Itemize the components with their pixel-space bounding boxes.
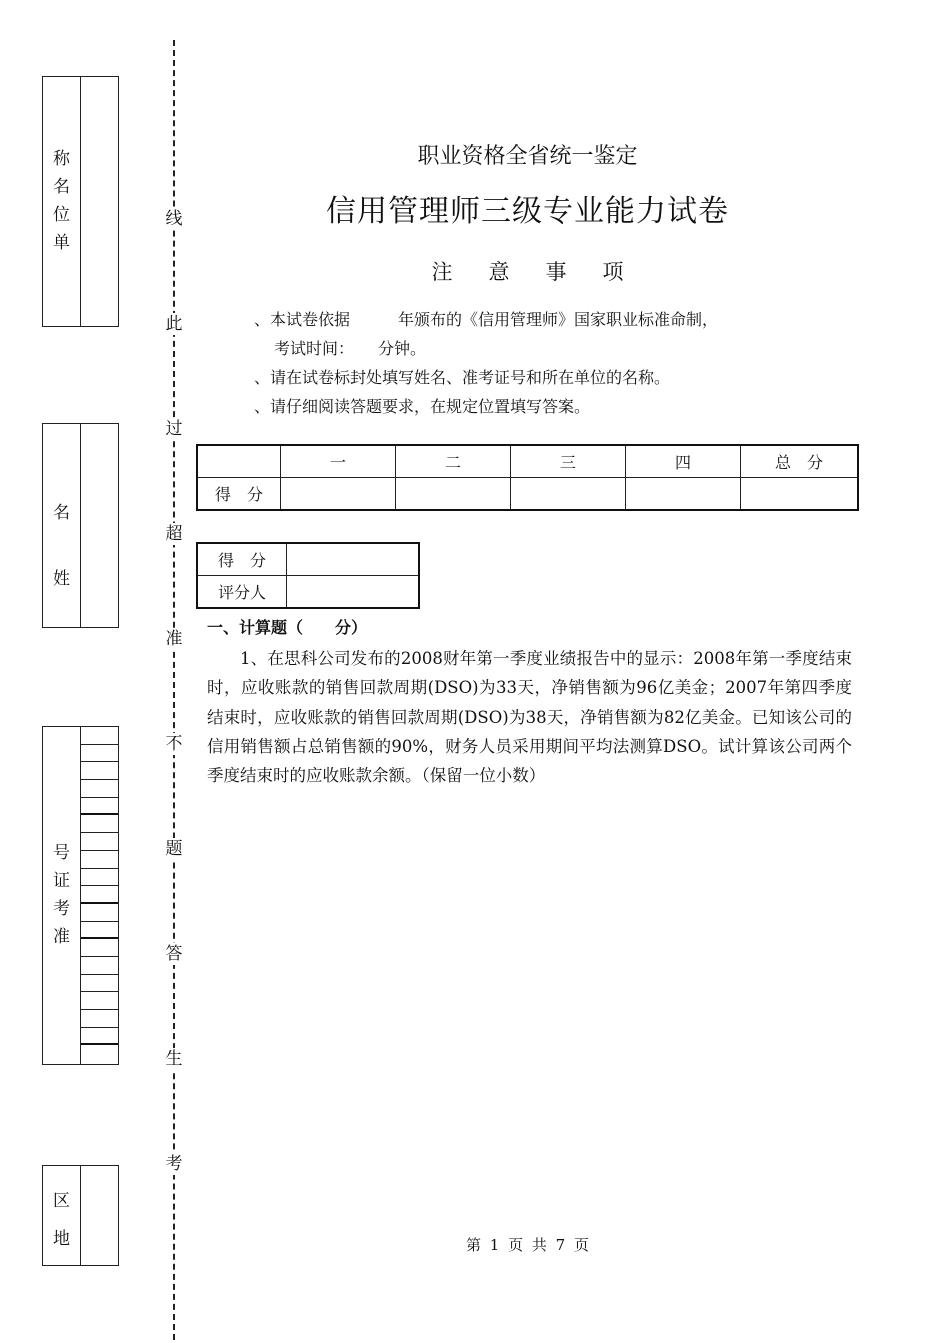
binding-char: 答 (163, 943, 185, 965)
unit-label-char: 位 (53, 205, 70, 225)
score-table-header-cell: 二 (396, 445, 511, 478)
section-title: 一、计算题（ 分） (207, 618, 368, 637)
ticket-label-char: 考 (53, 899, 70, 919)
ticket-box (42, 726, 119, 1065)
binding-dashed-line (173, 40, 175, 1340)
score-table-header-row (197, 445, 858, 478)
ticket-label-char: 证 (53, 871, 70, 891)
score-table-header-cell: 总 分 (741, 445, 859, 478)
binding-char: 考 (163, 1153, 185, 1175)
region-label-char: 区 (53, 1191, 70, 1211)
binding-char: 过 (163, 418, 185, 440)
exam-paper-title: 信用管理师三级专业能力试卷 (326, 194, 729, 229)
binding-char: 此 (163, 313, 185, 335)
unit-label-char: 称 (53, 149, 70, 169)
notice-item-2: 、请在试卷标封处填写姓名、准考证号和所在单位的名称。 (254, 368, 671, 387)
grader-name-label: 评分人 (197, 576, 287, 609)
score-table-header-cell (197, 445, 281, 478)
binding-char: 准 (163, 628, 185, 650)
exam-authority-title: 职业资格全省统一鉴定 (417, 144, 638, 169)
unit-label-char: 单 (53, 233, 70, 253)
unit-label-char: 名 (53, 177, 70, 197)
name-label (43, 480, 80, 612)
name-label-char: 名 (53, 503, 70, 523)
grader-score-cell[interactable] (287, 543, 420, 576)
score-table-header-cell: 一 (281, 445, 396, 478)
notice-title (0, 256, 950, 286)
notice-list (254, 305, 718, 421)
score-cell[interactable] (626, 478, 741, 511)
binding-char: 不 (163, 733, 185, 755)
grader-name-row (197, 576, 419, 609)
ticket-label-char: 准 (53, 927, 70, 947)
name-box (42, 423, 119, 628)
score-table-header-cell: 三 (511, 445, 626, 478)
notice-title-char: 项 (602, 260, 624, 284)
notice-title-char: 事 (545, 260, 567, 284)
score-cell[interactable] (396, 478, 511, 511)
ticket-label-char: 号 (53, 843, 70, 863)
score-cell[interactable] (511, 478, 626, 511)
grader-score-row (197, 543, 419, 576)
grader-name-cell[interactable] (287, 576, 420, 609)
notice-title-char: 注 (431, 260, 453, 284)
ticket-label (43, 839, 80, 951)
notice-title-char: 意 (488, 260, 510, 284)
notice-item-3: 、请仔细阅读答题要求，在规定位置填写答案。 (254, 397, 591, 416)
question-1-text: 1、在思科公司发布的2008财年第一季度业绩报告中的显示：2008年第一季度结束时，应收账款的销售回款周期(DSO)为33天，净销售额为96亿美金；2007年第四季度结束时，应收账款的销售回款周期(DSO)为38天，净销售额为82亿美金。已知该公司的信用销售额占总销售额的90%，财务人员采用期间平均法测算DSO。试计算该公司两个季度结束时的应收账款余额。（保留一位小数） (207, 649, 852, 786)
ticket-number-cells[interactable] (81, 727, 118, 1064)
notice-item-1: 、本试卷依据 年颁布的《信用管理师》国家职业标准命制， (254, 310, 719, 329)
name-box-divider (80, 424, 81, 627)
binding-char: 题 (163, 838, 185, 860)
score-table-row (197, 478, 858, 511)
grader-score-label: 得 分 (197, 543, 287, 576)
binding-char: 超 (163, 523, 185, 545)
grader-table (196, 542, 420, 609)
score-cell-total[interactable] (741, 478, 859, 511)
score-cell[interactable] (281, 478, 396, 511)
score-row-label: 得 分 (197, 478, 281, 511)
region-label-char: 地 (53, 1229, 70, 1249)
name-label-char: 姓 (53, 569, 70, 589)
binding-char: 线 (163, 208, 185, 230)
score-summary-table (196, 444, 859, 511)
page-number: 第 1 页 共 7 页 (466, 1236, 589, 1254)
score-table-header-cell: 四 (626, 445, 741, 478)
binding-char: 生 (163, 1048, 185, 1070)
notice-item-1-continued: 考试时间： 分钟。 (274, 339, 427, 358)
